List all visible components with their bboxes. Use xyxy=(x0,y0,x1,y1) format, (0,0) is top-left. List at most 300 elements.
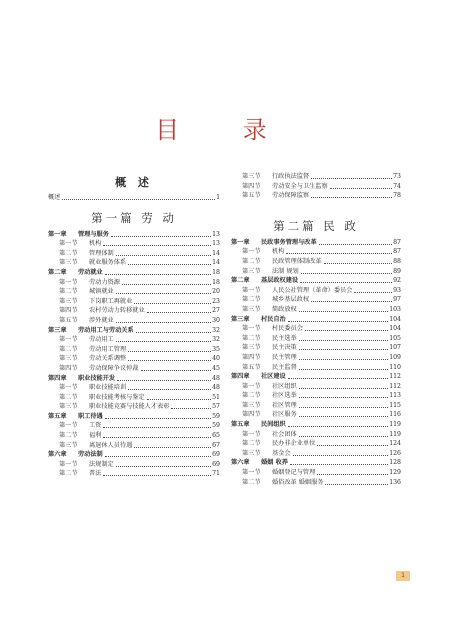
toc-entry-number: 第一节 xyxy=(242,325,261,333)
toc-entry-title: 婚姻登记与管理 xyxy=(272,469,316,477)
toc-entry-page: 30 xyxy=(212,316,220,324)
dot-leader xyxy=(128,360,211,361)
toc-entry-title: 就业服务体系 xyxy=(89,259,127,267)
toc-section-entry xyxy=(231,478,401,488)
toc-entry-number: 第一节 xyxy=(59,278,78,286)
toc-right-column xyxy=(231,172,401,487)
toc-chapter-entry xyxy=(231,315,401,325)
toc-chapter-entry xyxy=(48,450,220,460)
toc-section-entry xyxy=(231,191,401,201)
toc-entry-label xyxy=(231,286,352,296)
toc-entry-label xyxy=(48,450,103,460)
toc-entry-title: 民间组织 xyxy=(261,421,286,429)
toc-entry-number: 第五章 xyxy=(231,421,250,429)
toc-section-entry xyxy=(231,430,401,440)
toc-entry-page: 14 xyxy=(212,249,220,257)
toc-entry-number: 第二章 xyxy=(231,277,250,285)
toc-entry-number: 第六章 xyxy=(231,459,250,467)
toc-entry-number: 第二节 xyxy=(59,432,78,440)
toc-entry-label xyxy=(231,295,309,305)
toc-entry-title: 劳动用工 xyxy=(89,336,114,344)
toc-entry-page: 23 xyxy=(212,297,220,305)
toc-entry-title: 机构 xyxy=(89,240,102,248)
toc-entry-page: 57 xyxy=(212,403,220,411)
toc-entry-number: 第三节 xyxy=(242,173,261,180)
toc-entry-title: 村民委员会 xyxy=(272,325,303,333)
toc-entry-page: 128 xyxy=(389,459,401,467)
dot-leader xyxy=(122,284,211,285)
toc-entry-title: 社区建设 xyxy=(261,373,286,381)
toc-entry-label xyxy=(231,430,297,440)
toc-entry-number: 第三节 xyxy=(242,267,261,275)
toc-entry-label xyxy=(48,278,120,288)
toc-entry-number: 第二节 xyxy=(242,334,261,342)
toc-section-entry xyxy=(231,410,401,420)
toc-entry-label xyxy=(48,239,101,249)
toc-entry-title: 劳动法制 xyxy=(78,451,103,459)
toc-entry-page: 88 xyxy=(393,257,401,265)
dot-leader xyxy=(299,369,388,370)
toc-entry-label xyxy=(231,172,309,182)
toc-entry-label xyxy=(231,401,297,411)
toc-entry-label xyxy=(48,421,101,431)
toc-entry-title: 村民自治 xyxy=(261,315,286,323)
toc-entry-number: 第五节 xyxy=(242,363,261,371)
toc-entry-page: 109 xyxy=(389,353,401,361)
toc-entry-label xyxy=(231,468,315,478)
toc-entry-title: 劳动安全与卫生监察 xyxy=(272,182,328,190)
toc-entry-title: 职业技能开发 xyxy=(78,374,116,382)
toc-entry-page: 110 xyxy=(389,363,401,371)
toc-entry-number: 第一节 xyxy=(59,240,78,248)
toc-entry-number: 第二节 xyxy=(59,249,78,257)
dot-leader xyxy=(319,244,392,245)
toc-chapter-entry xyxy=(231,276,401,286)
toc-entry-page: 48 xyxy=(212,384,220,392)
toc-entry-page: 113 xyxy=(389,392,401,400)
toc-entry-page: 107 xyxy=(389,344,401,352)
toc-entry-label xyxy=(231,449,291,459)
toc-entry-title: 婚俗改革 婚姻服务 xyxy=(272,478,324,486)
toc-section-entry xyxy=(231,401,401,411)
toc-entry-title: 社区服务 xyxy=(272,411,297,419)
toc-entry-number: 第三节 xyxy=(59,297,78,305)
toc-entry-number: 第一章 xyxy=(48,230,67,238)
toc-entry-number: 第四节 xyxy=(242,353,261,361)
toc-entry-title: 人民公社管理（革命）委员会 xyxy=(272,286,353,294)
dot-leader xyxy=(288,378,388,379)
toc-entry-label xyxy=(231,324,303,334)
toc-entry-title: 民主选举 xyxy=(272,334,297,342)
toc-entry-label xyxy=(48,249,114,259)
toc-entry-label xyxy=(48,374,115,384)
toc-entry-number: 第二节 xyxy=(59,470,78,478)
toc-entry-label xyxy=(48,383,126,393)
toc-section-entry xyxy=(48,306,220,316)
toc-entry-label xyxy=(48,287,114,297)
toc-entry-title: 涉外就业 xyxy=(89,316,114,324)
toc-section-entry xyxy=(231,391,401,401)
toc-entry-label xyxy=(231,238,317,248)
toc-entry-number: 第四节 xyxy=(242,182,261,190)
toc-entry-label xyxy=(48,441,132,451)
toc-section-entry xyxy=(48,297,220,307)
toc-section-entry xyxy=(48,258,220,268)
toc-entry-label xyxy=(231,191,309,201)
dot-leader xyxy=(136,332,211,333)
toc-entry-page: 45 xyxy=(212,364,220,372)
dot-leader xyxy=(116,466,211,467)
toc-entry-label xyxy=(231,353,297,363)
toc-entry-number: 第二节 xyxy=(59,288,78,296)
dot-leader xyxy=(117,380,211,381)
dot-leader xyxy=(134,447,211,448)
toc-entry-page: 51 xyxy=(212,393,220,401)
toc-section-entry xyxy=(48,193,220,203)
toc-entry-page: 119 xyxy=(389,421,401,429)
toc-entry-title: 民政管理体制改革 xyxy=(272,257,322,265)
toc-entry-page: 89 xyxy=(393,267,401,275)
toc-entry-title: 行政执法监督 xyxy=(272,173,310,180)
dot-leader xyxy=(286,253,392,254)
toc-section-entry xyxy=(48,335,220,345)
dot-leader xyxy=(171,408,211,409)
toc-entry-title: 劳动力资源 xyxy=(89,278,120,286)
dot-leader xyxy=(301,273,392,274)
toc-entry-label xyxy=(231,315,286,325)
toc-entry-label xyxy=(48,335,114,345)
dot-leader xyxy=(103,437,211,438)
toc-entry-label xyxy=(48,230,109,240)
toc-entry-page: 32 xyxy=(212,336,220,344)
toc-section-entry xyxy=(231,286,401,296)
toc-entry-page: 73 xyxy=(393,173,401,180)
toc-entry-title: 劳动保障争议仲裁 xyxy=(89,364,139,372)
toc-entry-number: 第四章 xyxy=(48,374,67,382)
dot-leader xyxy=(103,245,211,246)
toc-entry-number: 第二章 xyxy=(48,268,67,276)
part-heading-civil-affairs: 第二篇 民 政 xyxy=(273,218,359,233)
toc-entry-label xyxy=(231,305,297,315)
toc-section-entry xyxy=(48,460,220,470)
toc-entry-page: 71 xyxy=(212,470,220,478)
dot-leader xyxy=(128,351,211,352)
toc-entry-title: 普法 xyxy=(89,470,102,478)
toc-section-entry xyxy=(231,343,401,353)
toc-entry-number: 第三节 xyxy=(242,401,261,409)
dot-leader xyxy=(290,464,388,465)
toc-chapter-entry xyxy=(231,372,401,382)
toc-entry-label xyxy=(48,345,126,355)
toc-entry-number: 第三节 xyxy=(59,403,78,411)
toc-entry-number: 第一节 xyxy=(242,248,261,256)
toc-entry-title: 简政放权 xyxy=(272,305,297,313)
toc-entry-number: 第一节 xyxy=(242,430,261,438)
toc-entry-label xyxy=(231,382,297,392)
toc-entry-label xyxy=(231,420,286,430)
toc-entry-label xyxy=(48,460,114,470)
dot-leader xyxy=(116,293,211,294)
toc-entry-title: 城乡基层政权 xyxy=(272,296,310,304)
toc-entry-number: 第二节 xyxy=(242,296,261,304)
toc-section-entry xyxy=(231,172,401,182)
toc-entry-page: 105 xyxy=(389,334,401,342)
toc-entry-page: 14 xyxy=(212,259,220,267)
toc-chapter-entry xyxy=(48,412,220,422)
toc-entry-page: 124 xyxy=(389,440,401,448)
dot-leader xyxy=(134,303,211,304)
toc-section-entry xyxy=(48,354,220,364)
toc-entry-number: 第一节 xyxy=(242,286,261,294)
toc-entry-title: 管理与服务 xyxy=(78,230,109,238)
toc-entry-label xyxy=(231,372,286,382)
dot-leader xyxy=(128,389,211,390)
toc-section-entry xyxy=(48,393,220,403)
toc-entry-page: 69 xyxy=(212,451,220,459)
toc-entry-page: 59 xyxy=(212,422,220,430)
dot-leader xyxy=(293,455,389,456)
toc-chapter-entry xyxy=(48,326,220,336)
toc-entry-number: 第六章 xyxy=(48,451,67,459)
toc-entry-title: 福利 xyxy=(89,432,102,440)
toc-entry-label xyxy=(48,297,132,307)
dot-leader xyxy=(105,456,211,457)
toc-entry-label xyxy=(48,393,145,403)
toc-entry-number: 第三节 xyxy=(242,305,261,313)
toc-entry-title: 职业技能培训 xyxy=(89,384,127,392)
toc-entry-number: 第二节 xyxy=(242,440,261,448)
toc-list-civil-affairs xyxy=(231,238,401,487)
dot-leader xyxy=(105,274,211,275)
toc-entry-label xyxy=(48,316,114,326)
toc-entry-page: 104 xyxy=(389,325,401,333)
toc-entry-page: 129 xyxy=(389,469,401,477)
toc-entry-number: 第三节 xyxy=(242,449,261,457)
toc-entry-page: 119 xyxy=(389,430,401,438)
toc-entry-label xyxy=(48,469,101,479)
toc-entry-number: 第五节 xyxy=(242,192,261,200)
toc-entry-label xyxy=(231,439,315,449)
toc-entry-title: 劳动用工管理 xyxy=(89,345,127,353)
toc-entry-number: 第二节 xyxy=(242,257,261,265)
toc-entry-number: 第三章 xyxy=(48,326,67,334)
toc-entry-page: 59 xyxy=(212,412,220,420)
toc-entry-label xyxy=(231,410,297,420)
toc-entry-title: 社区管理 xyxy=(272,401,297,409)
toc-entry-title: 工资 xyxy=(89,422,102,430)
toc-entry-number: 第一节 xyxy=(59,460,78,468)
toc-section-entry xyxy=(48,421,220,431)
toc-entry-title: 劳动关系调整 xyxy=(89,355,127,363)
toc-list-labor-continued xyxy=(231,172,401,201)
toc-entry-page: 18 xyxy=(212,268,220,276)
toc-entry-page: 20 xyxy=(212,288,220,296)
dot-leader xyxy=(116,341,211,342)
dot-leader xyxy=(111,236,211,237)
toc-entry-number: 第四节 xyxy=(59,364,78,372)
toc-entry-title: 下岗职工再就业 xyxy=(89,297,133,305)
toc-section-entry xyxy=(231,305,401,315)
toc-entry-page: 93 xyxy=(393,286,401,294)
toc-list-overview xyxy=(48,193,220,203)
dot-leader xyxy=(330,188,392,189)
dot-leader xyxy=(299,359,388,360)
toc-entry-label xyxy=(231,267,299,277)
dot-leader xyxy=(147,312,211,313)
toc-entry-number: 第四章 xyxy=(231,373,250,381)
toc-section-entry xyxy=(231,439,401,449)
toc-section-entry xyxy=(231,353,401,363)
toc-entry-number: 第五章 xyxy=(48,412,67,420)
toc-entry-title: 法规制定 xyxy=(89,460,114,468)
toc-entry-page: 87 xyxy=(393,248,401,256)
toc-entry-label xyxy=(231,343,297,353)
toc-entry-page: 103 xyxy=(389,305,401,313)
toc-entry-label xyxy=(48,306,145,316)
toc-entry-number: 第二节 xyxy=(59,393,78,401)
toc-chapter-entry xyxy=(48,374,220,384)
toc-entry-title: 劳动就业 xyxy=(78,268,103,276)
toc-entry-page: 92 xyxy=(393,277,401,285)
toc-entry-title: 民主决策 xyxy=(272,344,297,352)
toc-entry-title: 社区选举 xyxy=(272,392,297,400)
dot-leader xyxy=(299,436,388,437)
toc-section-entry xyxy=(231,324,401,334)
toc-entry-title: 民政事务管理与改革 xyxy=(261,238,317,246)
toc-entry-title: 概述 xyxy=(48,194,61,201)
toc-section-entry xyxy=(231,295,401,305)
toc-entry-page: 48 xyxy=(212,374,220,382)
dot-leader xyxy=(288,426,388,427)
toc-entry-number: 第一节 xyxy=(59,336,78,344)
toc-entry-label xyxy=(48,268,103,278)
dot-leader xyxy=(311,178,392,179)
toc-entry-label xyxy=(231,478,323,488)
toc-entry-page: 13 xyxy=(212,230,220,238)
dot-leader xyxy=(317,474,388,475)
toc-section-entry xyxy=(231,182,401,192)
toc-entry-label xyxy=(48,258,126,268)
toc-entry-label xyxy=(231,334,297,344)
dot-leader xyxy=(147,399,211,400)
toc-entry-page: 87 xyxy=(393,238,401,246)
toc-entry-number: 第四节 xyxy=(242,411,261,419)
toc-entry-page: 69 xyxy=(212,460,220,468)
dot-leader xyxy=(299,416,388,417)
toc-entry-number: 第四节 xyxy=(59,307,78,315)
toc-section-entry xyxy=(231,257,401,267)
toc-entry-title: 基层政权建设 xyxy=(261,277,299,285)
toc-entry-title: 婚姻 收养 xyxy=(261,459,288,467)
toc-entry-page: 136 xyxy=(389,478,401,486)
toc-entry-label xyxy=(48,193,60,203)
toc-entry-page: 67 xyxy=(212,441,220,449)
toc-entry-title: 职工待遇 xyxy=(78,412,103,420)
toc-entry-page: 13 xyxy=(212,240,220,248)
toc-section-entry xyxy=(48,239,220,249)
toc-entry-number: 第五节 xyxy=(59,316,78,324)
toc-entry-number: 第一节 xyxy=(59,384,78,392)
dot-leader xyxy=(116,322,211,323)
dot-leader xyxy=(299,397,388,398)
toc-entry-title: 城镇就业 xyxy=(89,288,114,296)
toc-entry-number: 第三节 xyxy=(59,355,78,363)
toc-entry-page: 1 xyxy=(216,194,220,201)
dot-leader xyxy=(299,311,388,312)
toc-entry-page: 35 xyxy=(212,345,220,353)
toc-entry-title: 基金会 xyxy=(272,449,291,457)
toc-entry-label xyxy=(48,364,139,374)
toc-section-entry xyxy=(231,382,401,392)
toc-entry-number: 第三章 xyxy=(231,315,250,323)
toc-entry-page: 112 xyxy=(389,373,401,381)
toc-section-entry xyxy=(48,441,220,451)
toc-entry-title: 社会团体 xyxy=(272,430,297,438)
toc-entry-page: 27 xyxy=(212,307,220,315)
toc-entry-number: 第三节 xyxy=(59,259,78,267)
toc-entry-label xyxy=(231,182,328,192)
dot-leader xyxy=(317,445,388,446)
toc-entry-title: 职业技能考核与鉴定 xyxy=(89,393,145,401)
toc-entry-number: 第一节 xyxy=(59,422,78,430)
toc-section-entry xyxy=(48,431,220,441)
toc-entry-title: 劳动用工与劳动关系 xyxy=(78,326,134,334)
toc-section-entry xyxy=(48,402,220,412)
toc-chapter-entry xyxy=(231,420,401,430)
toc-entry-page: 65 xyxy=(212,432,220,440)
dot-leader xyxy=(324,263,393,264)
toc-entry-title: 农村劳动力转移就业 xyxy=(89,307,145,315)
dot-leader xyxy=(299,349,388,350)
toc-entry-title: 机构 xyxy=(272,248,285,256)
toc-entry-title: 社区组织 xyxy=(272,382,297,390)
dot-leader xyxy=(300,282,392,283)
toc-entry-label xyxy=(48,354,126,364)
toc-entry-number: 第三节 xyxy=(59,441,78,449)
toc-entry-page: 18 xyxy=(212,278,220,286)
dot-leader xyxy=(62,199,215,200)
toc-entry-number: 第一节 xyxy=(242,382,261,390)
toc-section-entry xyxy=(48,249,220,259)
section-heading-overview: 概 述 xyxy=(115,176,153,189)
dot-leader xyxy=(299,388,388,389)
dot-leader xyxy=(305,330,388,331)
toc-entry-label xyxy=(231,363,297,373)
toc-chapter-entry xyxy=(48,268,220,278)
dot-leader xyxy=(299,407,388,408)
toc-entry-number: 第二节 xyxy=(242,392,261,400)
toc-entry-title: 民主监督 xyxy=(272,363,297,371)
toc-entry-page: 115 xyxy=(389,401,401,409)
toc-section-entry xyxy=(48,316,220,326)
toc-entry-page: 126 xyxy=(389,449,401,457)
dot-leader xyxy=(103,427,211,428)
toc-entry-number: 第一章 xyxy=(231,238,250,246)
dot-leader xyxy=(354,292,392,293)
toc-section-entry xyxy=(48,469,220,479)
toc-entry-page: 116 xyxy=(389,411,401,419)
dot-leader xyxy=(311,301,392,302)
toc-entry-page: 74 xyxy=(393,182,401,190)
dot-leader xyxy=(103,475,211,476)
toc-entry-label xyxy=(48,431,101,441)
toc-entry-label xyxy=(48,402,169,412)
dot-leader xyxy=(128,264,211,265)
dot-leader xyxy=(141,370,212,371)
toc-entry-title: 民办非企业单位 xyxy=(272,440,316,448)
toc-list-labor xyxy=(48,230,220,479)
toc-section-entry xyxy=(231,363,401,373)
